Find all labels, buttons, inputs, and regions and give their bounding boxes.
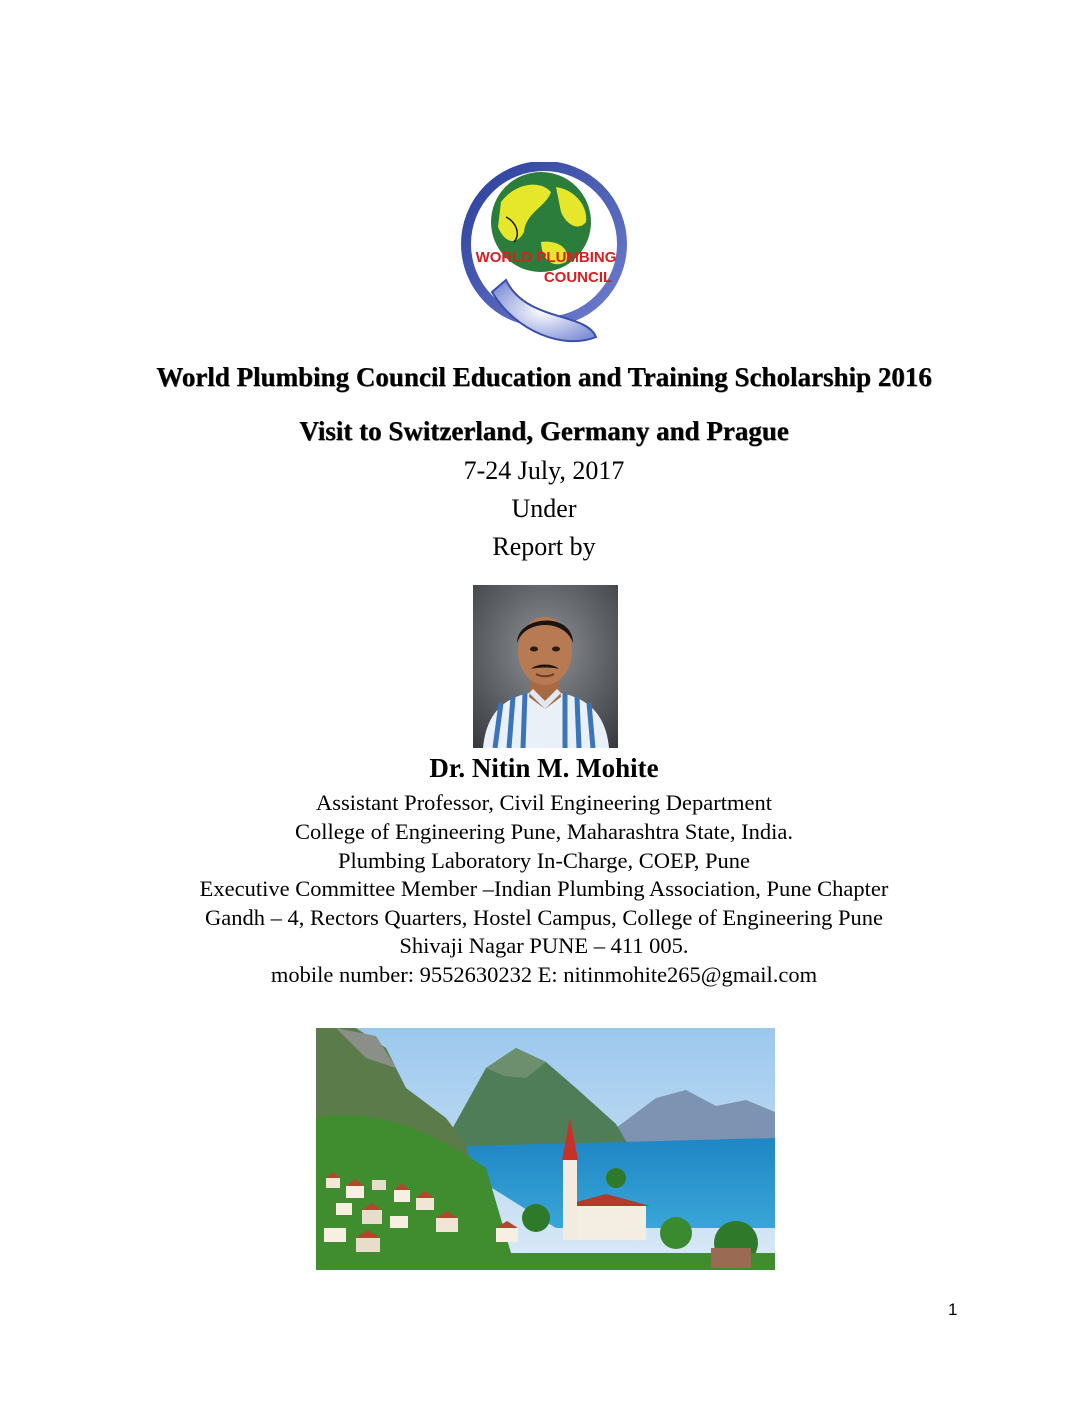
- author-institution: College of Engineering Pune, Maharashtra State, India.: [295, 819, 793, 844]
- author-lab-role: Plumbing Laboratory In-Charge, COEP, Pune: [337, 848, 751, 873]
- logo-text-line2: COUNCIL: [543, 269, 613, 286]
- author-committee-role: Executive Committee Member –Indian Plumbing Association, Pune Chapter: [199, 876, 889, 901]
- author-photo: [473, 585, 618, 748]
- swiss-lake-landscape-photo: [316, 1028, 775, 1270]
- author-name: Dr. Nitin M. Mohite: [429, 753, 659, 783]
- author-address-line1: Gandh – 4, Rectors Quarters, Hostel Campus, College of Engineering Pune: [205, 905, 883, 930]
- under-label: Under: [511, 494, 577, 523]
- report-by-label: Report by: [492, 532, 596, 561]
- author-position: Assistant Professor, Civil Engineering Department: [316, 790, 772, 815]
- report-subtitle: Visit to Switzerland, Germany and Prague: [299, 416, 789, 446]
- world-plumbing-council-logo: [446, 162, 642, 352]
- author-address-line2: Shivaji Nagar PUNE – 411 005.: [399, 933, 689, 958]
- logo-text-line1: WORLD PLUMBING: [475, 249, 617, 266]
- visit-dates: 7-24 July, 2017: [463, 456, 625, 485]
- page-number: 1: [948, 1300, 958, 1319]
- author-contact: mobile number: 9552630232 E: nitinmohite265@gmail.com: [270, 962, 818, 987]
- report-title: World Plumbing Council Education and Training Scholarship 2016: [156, 362, 932, 392]
